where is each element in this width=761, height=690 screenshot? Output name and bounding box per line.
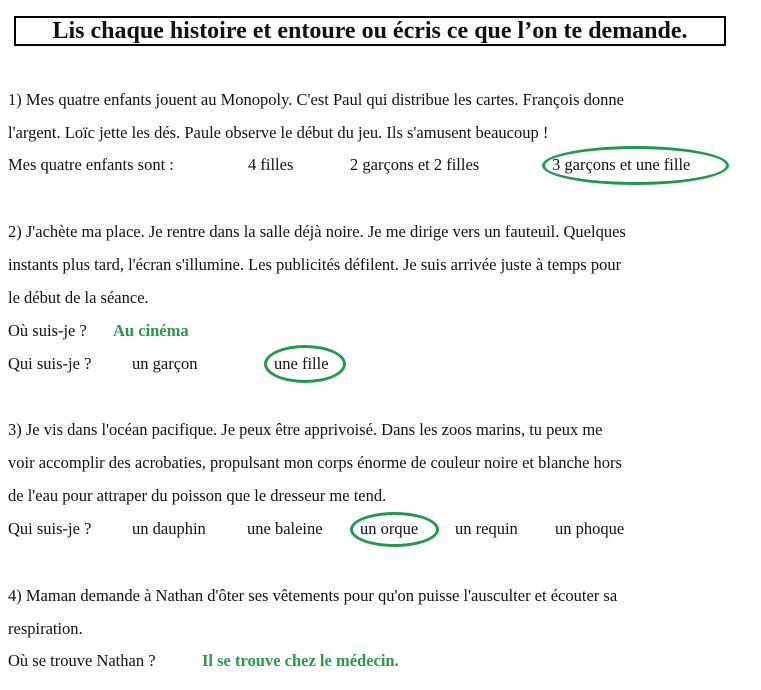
q4-answer: Il se trouve chez le médecin. <box>202 651 399 670</box>
q3-who-prompt: Qui suis-je ? <box>8 519 92 538</box>
q2-where-prompt: Où suis-je ? <box>8 321 87 340</box>
q3-text-line-1: 3) Je vis dans l'océan pacifique. Je peux être apprivoisé. Dans les zoos marins, tu peux me <box>8 420 603 439</box>
q3-text-line-2: voir accomplir des acrobaties, propulsant mon corps énorme de couleur noire et blanche hors <box>8 453 622 472</box>
q3-option-4[interactable]: un requin <box>455 519 518 538</box>
q1-option-1[interactable]: 4 filles <box>248 155 294 174</box>
q3-option-5[interactable]: un phoque <box>555 519 625 538</box>
q1-option-3[interactable]: 3 garçons et une fille <box>552 155 691 174</box>
q1-text-line-1: 1) Mes quatre enfants jouent au Monopoly. C'est Paul qui distribue les cartes. François donne <box>8 90 624 109</box>
q4-text-line-1: 4) Maman demande à Nathan d'ôter ses vêtements pour qu'on puisse l'ausculter et écouter sa <box>8 586 618 605</box>
q2-who-option-1[interactable]: un garçon <box>132 354 198 373</box>
q2-where-answer: Au cinéma <box>113 321 189 340</box>
q2-who-option-2[interactable]: une fille <box>274 354 329 373</box>
worksheet-title: Lis chaque histoire et entoure ou écris ce que l’on te demande. <box>14 16 726 46</box>
q3-text-line-3: de l'eau pour attraper du poisson que le dresseur me tend. <box>8 486 387 505</box>
q3-answer-circle <box>350 512 439 547</box>
q2-who-prompt: Qui suis-je ? <box>8 354 92 373</box>
q2-text-line-3: le début de la séance. <box>8 288 149 307</box>
q4-prompt: Où se trouve Nathan ? <box>8 651 156 670</box>
q2-text-line-2: instants plus tard, l'écran s'illumine. Les publicités défilent. Je suis arrivée juste à temps pour <box>8 255 622 274</box>
q4-text-line-2: respiration. <box>8 619 83 638</box>
q3-option-1[interactable]: un dauphin <box>132 519 206 538</box>
q1-answer-circle <box>542 146 729 185</box>
q2-text-line-1: 2) J'achète ma place. Je rentre dans la salle déjà noire. Je me dirige vers un fauteuil. Quelques <box>8 222 626 241</box>
q2-answer-circle <box>264 345 346 383</box>
q1-text-line-2: l'argent. Loïc jette les dés. Paule observe le début du jeu. Ils s'amusent beaucoup ! <box>8 123 549 142</box>
q1-prompt: Mes quatre enfants sont : <box>8 155 174 174</box>
q3-option-2[interactable]: une baleine <box>247 519 323 538</box>
q1-option-2[interactable]: 2 garçons et 2 filles <box>350 155 480 174</box>
q3-option-3[interactable]: un orque <box>360 519 419 538</box>
